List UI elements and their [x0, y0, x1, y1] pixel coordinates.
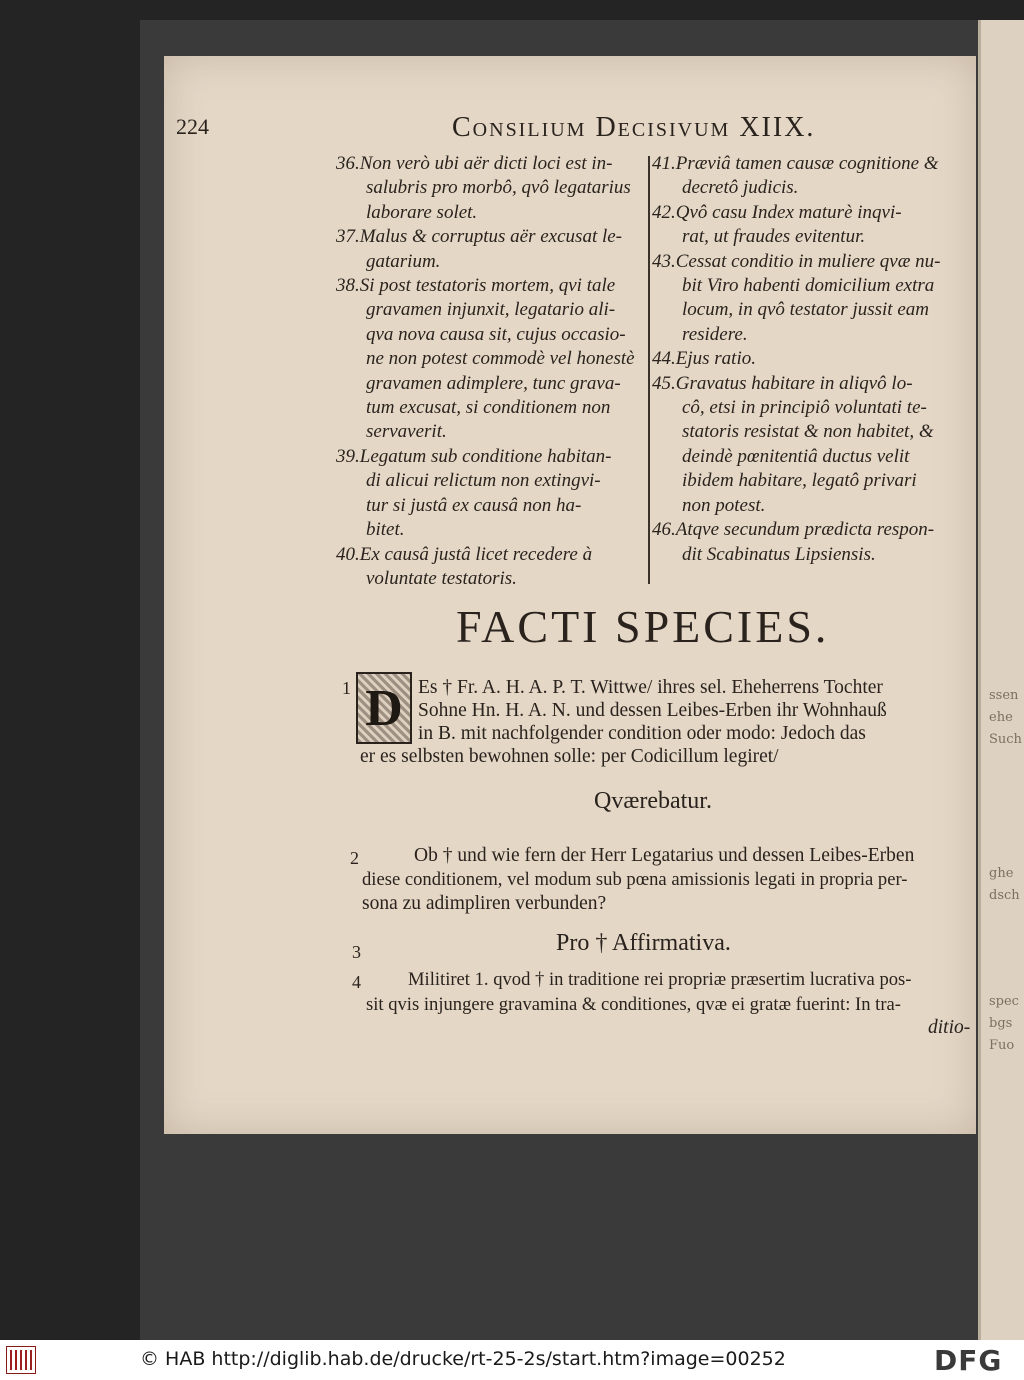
note-number: 46. [652, 519, 676, 541]
note-text: voluntate testatoris. [366, 567, 517, 589]
note-text: Ex causâ justâ licet recedere à [359, 543, 593, 565]
note-line [336, 372, 648, 396]
note-text: servaverit. [366, 421, 447, 443]
note-text: tur si justâ ex causâ non ha- [366, 494, 582, 516]
note-text: bit Viro habenti domicilium extra [682, 275, 935, 297]
marginal-note [652, 201, 962, 250]
note-number: 40. [336, 543, 360, 565]
note-first-line [652, 201, 962, 225]
note-first-line [652, 518, 962, 542]
note-number: 37. [336, 226, 360, 248]
note-text: Non verò ubi aër dicti loci est in- [359, 153, 613, 174]
note-line [652, 445, 962, 469]
note-text: Cessat conditio in muliere qvæ nu- [675, 250, 941, 272]
side-fragment: Such [989, 732, 1022, 747]
note-text: decretô judicis. [682, 177, 799, 199]
note-text: statoris resistat & non habitet, & [682, 421, 934, 443]
margin-number: 4 [352, 972, 361, 992]
note-line [336, 494, 648, 518]
note-text: Legatum sub conditione habitan- [359, 445, 612, 467]
note-text: Si post testatoris mortem, qvi tale [359, 275, 616, 297]
marginal-notes-right [652, 152, 962, 567]
margin-number: 1 [342, 678, 351, 698]
note-number: 45. [652, 372, 676, 394]
viewer-footer [0, 1340, 1024, 1380]
hab-logo-icon [6, 1346, 36, 1374]
note-first-line [652, 250, 962, 274]
note-text: rat, ut fraudes evitentur. [682, 226, 866, 248]
note-line [652, 494, 962, 518]
note-text: Atqve secundum prædicta respon- [675, 519, 935, 541]
side-fragment: Fuo [989, 1038, 1015, 1053]
margin-number: 3 [352, 942, 361, 962]
quaerebatur-heading: Qværebatur. [594, 788, 712, 814]
note-text: bitet. [366, 519, 405, 541]
facti-line: Sohne Hn. H. A. N. und dessen Leibes-Erben ihr Wohnhauß [418, 700, 887, 721]
note-line [652, 274, 962, 298]
note-text: ibidem habitare, legatô privari [682, 470, 917, 492]
note-text: dit Scabinatus Lipsiensis. [682, 543, 876, 565]
note-number: 39. [336, 445, 360, 467]
note-line [652, 396, 962, 420]
marginal-note [652, 518, 962, 567]
note-text: ne non potest commodè vel honestè [366, 348, 635, 370]
note-text: residere. [682, 323, 748, 345]
facti-line: in B. mit nachfolgender condition oder modo: Jedoch das [418, 723, 866, 744]
page-number: 224 [176, 114, 209, 139]
side-fragment: ehe [989, 710, 1013, 725]
note-text: Qvô casu Index maturè inqvi- [675, 201, 902, 223]
marginal-note [652, 250, 962, 348]
question-line: diese conditionem, vel modum sub pœna amissionis legati in propria per- [362, 869, 908, 890]
marginal-notes-left [336, 152, 648, 591]
note-line [652, 469, 962, 493]
note-text: cô, etsi in principiô voluntati te- [682, 397, 927, 419]
note-line [336, 396, 648, 420]
note-line [652, 543, 962, 567]
note-line [336, 567, 648, 591]
note-first-line [652, 347, 962, 371]
side-fragment: ssen [989, 688, 1019, 703]
marginal-note [336, 274, 648, 445]
question-line: sona zu adimpliren verbunden? [362, 893, 607, 914]
note-text: qva nova causa sit, cujus occasio- [366, 323, 626, 345]
note-text: laborare solet. [366, 201, 478, 223]
note-line [336, 420, 648, 444]
note-line [336, 518, 648, 542]
marginal-note [336, 543, 648, 592]
facti-line: er es selbsten bewohnen solle: per Codicillum legiret/ [360, 746, 779, 767]
adjacent-page-edge [978, 20, 1024, 1340]
facti-line: Es † Fr. A. H. A. P. T. Wittwe/ ihres sel. Eheherrens Tochter [418, 677, 883, 698]
note-line [652, 225, 962, 249]
note-number: 41. [652, 153, 676, 174]
note-number: 42. [652, 201, 676, 223]
note-text: locum, in qvô testator jussit eam [682, 299, 929, 321]
note-line [336, 323, 648, 347]
side-fragment: dsch [989, 888, 1020, 903]
running-head [176, 112, 856, 146]
note-text: Gravatus habitare in aliqvô lo- [675, 372, 913, 394]
note-line [336, 298, 648, 322]
militiret-line: ditio- [928, 1017, 971, 1038]
note-line [336, 347, 648, 371]
note-first-line [336, 445, 648, 469]
column-divider [648, 156, 650, 584]
note-line [336, 176, 648, 200]
note-first-line [336, 543, 648, 567]
note-text: tum excusat, si conditionem non [366, 397, 611, 419]
note-number: 44. [652, 348, 676, 370]
note-text: deindè pœnitentiâ ductus velit [682, 445, 910, 467]
note-number: 36. [336, 153, 360, 174]
marginal-note [336, 152, 648, 225]
note-line [336, 469, 648, 493]
decorated-initial [356, 672, 412, 744]
militiret-line: sit qvis injungere gravamina & conditiones, qvæ ei gratæ fuerint: In tra- [366, 994, 901, 1015]
note-text: gravamen adimplere, tunc grava- [366, 372, 621, 394]
note-line [652, 323, 962, 347]
note-line [336, 201, 648, 225]
note-first-line [336, 274, 648, 298]
note-first-line [652, 372, 962, 396]
note-line [652, 176, 962, 200]
note-first-line [336, 225, 648, 249]
initial-letter: D [358, 674, 410, 742]
note-text: di alicui relictum non extingvi- [366, 470, 601, 492]
note-number: 38. [336, 275, 360, 297]
note-line [652, 298, 962, 322]
pro-affirmativa-heading: Pro † Affirmativa. [556, 930, 731, 956]
note-text: salubris pro morbô, qvô legatarius [366, 177, 631, 199]
note-line [652, 420, 962, 444]
note-first-line [336, 152, 648, 176]
marginal-note [652, 347, 962, 371]
margin-number: 2 [350, 848, 359, 868]
note-text: Malus & corruptus aër excusat le- [359, 226, 623, 248]
note-text: gravamen injunxit, legatario ali- [366, 299, 616, 321]
side-fragment: bgs [989, 1016, 1013, 1031]
dfg-logo: DFG [934, 1344, 1003, 1377]
side-fragment: spec [989, 994, 1019, 1009]
source-url: © HAB http://diglib.hab.de/drucke/rt-25-2s/start.htm?image=00252 [140, 1348, 786, 1370]
running-title: Consilium Decisivum XIIX. [452, 112, 816, 143]
note-text: gatarium. [366, 250, 441, 272]
note-text: Præviâ tamen causæ cognitione & [675, 153, 939, 174]
side-fragment: ghe [989, 866, 1014, 881]
note-text: non potest. [682, 494, 766, 516]
note-line [336, 250, 648, 274]
question-line: Ob † und wie fern der Herr Legatarius und dessen Leibes-Erben [414, 845, 915, 866]
section-title: FACTI SPECIES. [456, 601, 830, 652]
marginal-note [336, 225, 648, 274]
note-number: 43. [652, 250, 676, 272]
marginal-note [336, 445, 648, 543]
note-text: Ejus ratio. [675, 348, 756, 370]
marginal-note [652, 152, 962, 201]
militiret-line: Militiret 1. qvod † in traditione rei propriæ præsertim lucrativa pos- [408, 969, 912, 990]
note-first-line [652, 152, 962, 176]
marginal-note [652, 372, 962, 518]
